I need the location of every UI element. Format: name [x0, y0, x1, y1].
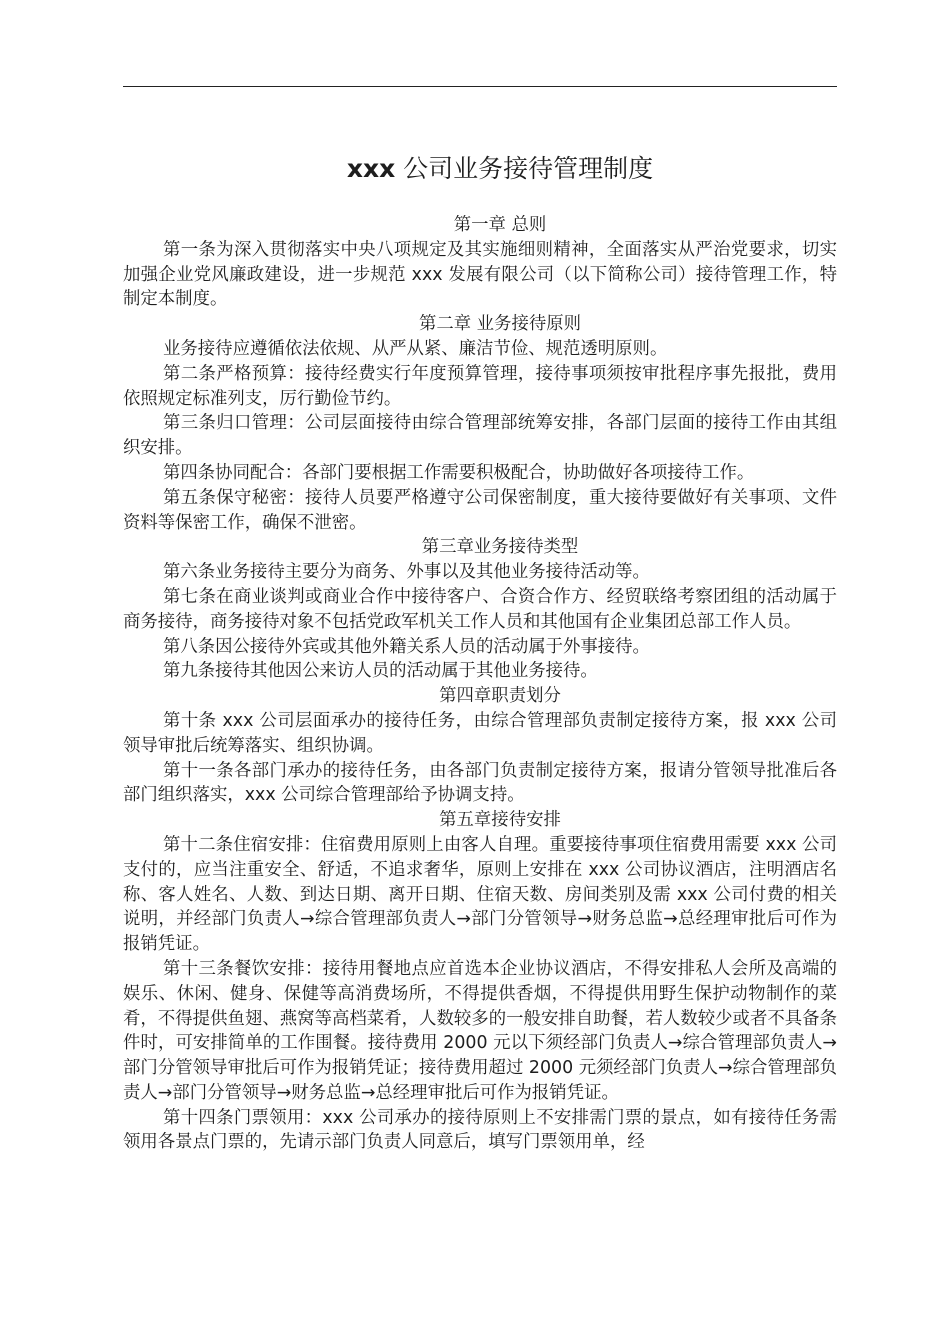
article-paragraph: 第三条归口管理：公司层面接待由综合管理部统筹安排，各部门层面的接待工作由其组织安排。 — [123, 413, 837, 459]
chapter-heading: 第二章 业务接待原则 — [418, 314, 582, 335]
article-paragraph: 业务接待应遵循依法依规、从严从紧、廉洁节俭、规范透明原则。 — [163, 338, 668, 359]
article-paragraph: 第一条为深入贯彻落实中央八项规定及其实施细则精神，全面落实从严治党要求，切实加强企业党风廉政建设，进一步规范 xxx 发展有限公司（以下简称公司）接待管理工作，特制定本制度。 — [123, 239, 837, 310]
document-body — [123, 213, 837, 1155]
title-text: 公司业务接待管理制度 — [403, 154, 654, 183]
article-paragraph: 第六条业务接待主要分为商务、外事以及其他业务接待活动等。 — [163, 562, 650, 583]
article-paragraph: 第七条在商业谈判或商业合作中接待客户、合资合作方、经贸联络考察团组的活动属于商务接待，商务接待对象不包括党政军机关工作人员和其他国有企业集团总部工作人员。 — [123, 586, 837, 632]
article-paragraph: 第十一条各部门承办的接待任务，由各部门负责制定接待方案，报请分管领导批准后各部门组织落实，xxx 公司综合管理部给予协调支持。 — [123, 760, 837, 806]
article-paragraph: 第十四条门票领用：xxx 公司承办的接待原则上不安排需门票的景点，如有接待任务需领用各景点门票的，先请示部门负责人同意后，填写门票领用单，经 — [123, 1107, 837, 1153]
article-paragraph: 第八条因公接待外宾或其他外籍关系人员的活动属于外事接待。 — [163, 636, 650, 657]
article-paragraph: 第四条协同配合：各部门要根据工作需要积极配合，协助做好各项接待工作。 — [163, 462, 755, 483]
article-paragraph: 第十二条住宿安排：住宿费用原则上由客人自理。重要接待事项住宿费用需要 xxx 公司支付的，应当注重安全、舒适，不追求奢华，原则上安排在 xxx 公司协议酒店，注明酒店名称、客人姓名、人数、到达日期、离开日期、住宿天数、房间类别及需 xxx 公司付费的相关说明，并经部门负责人→综合管理部负责人→部门分管领导→财务总监→总经理审批后可作为报销凭证。 — [123, 834, 837, 955]
article-paragraph: 第十三条餐饮安排：接待用餐地点应首选本企业协议酒店，不得安排私人会所及高端的娱乐、休闲、健身、保健等高消费场所，不得提供香烟，不得提供用野生保护动物制作的菜肴，不得提供鱼翅、燕窝等高档菜肴，人数较多的一般安排自助餐，若人数较少或者不具备条件时，可安排简单的工作围餐。接待费用 2000 元以下须经部门负责人→综合管理部负责人→部门分管领导审批后可作为报销凭证；接待费用超过 2000 元须经部门负责人→综合管理部负责人→部门分管领导→财务总监→总经理审批后可作为报销凭证。 — [123, 958, 837, 1103]
chapter-heading: 第四章职责划分 — [439, 686, 561, 707]
header-rule — [123, 86, 837, 87]
chapter-heading: 第一章 总则 — [453, 215, 547, 235]
article-paragraph: 第九条接待其他因公来访人员的活动属于其他业务接待。 — [163, 661, 598, 682]
document-title — [123, 150, 877, 188]
article-paragraph: 第二条严格预算：接待经费实行年度预算管理，接待事项须按审批程序事先报批，费用依照规定标准列支，厉行勤俭节约。 — [123, 363, 837, 409]
chapter-heading: 第三章业务接待类型 — [421, 537, 579, 558]
article-paragraph: 第十条 xxx 公司层面承办的接待任务，由综合管理部负责制定接待方案，报 xxx 公司领导审批后统筹落实、组织协调。 — [123, 710, 837, 756]
article-paragraph: 第五条保守秘密：接待人员要严格遵守公司保密制度，重大接待要做好有关事项、文件资料等保密工作，确保不泄密。 — [123, 487, 837, 533]
title-prefix: xxx — [346, 154, 396, 183]
chapter-heading: 第五章接待安排 — [439, 810, 561, 831]
